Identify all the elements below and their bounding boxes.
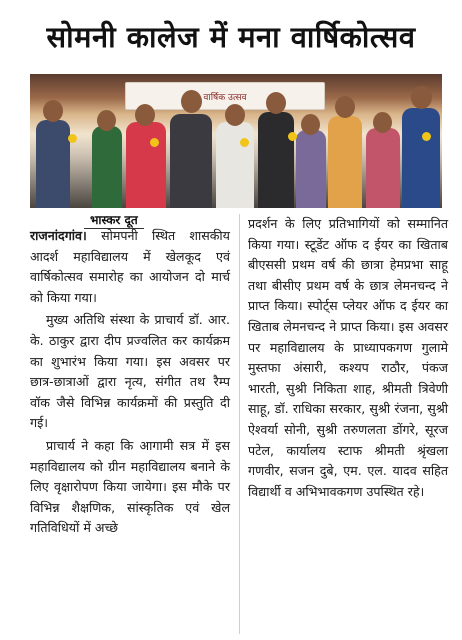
person-head: [43, 100, 63, 122]
person-figure: [126, 122, 166, 208]
person-head: [97, 110, 116, 131]
event-photo: [30, 74, 442, 208]
column-divider: [239, 214, 240, 634]
event-banner: [125, 82, 325, 110]
person-figure: [402, 108, 440, 208]
person-figure: [258, 112, 294, 208]
person-figure: [36, 120, 70, 208]
article-paragraph: [30, 226, 230, 308]
person-head: [135, 104, 155, 126]
headline: सोमनी कालेज में मना वार्षिकोत्सव: [46, 19, 416, 54]
person-head: [225, 104, 245, 126]
article-column-left: [30, 226, 230, 539]
dateline-place: राजनांदगांव।: [30, 228, 87, 243]
person-head: [373, 112, 392, 133]
person-figure: [170, 114, 212, 208]
person-figure: [328, 116, 362, 208]
article-paragraph: प्राचार्य ने कहा कि आगामी सत्र में इस महाविद्यालय को ग्रीन महाविद्यालय बनाने के लिए वृक्षारोपण किया जायेगा। इस मौके पर विभिन्न शैक्षणिक, सांस्कृतिक एवं खेल गतिविधियों में अच्छे: [30, 437, 230, 536]
person-head: [411, 86, 432, 109]
person-figure: [366, 128, 400, 208]
article-column-right: [248, 214, 448, 502]
banner-text: वार्षिक उत्सव: [203, 92, 247, 103]
article-paragraph: प्रदर्शन के लिए प्रतिभागियों को सम्मानित किया गया। स्टूडेंट ऑफ द ईयर का खिताब बीएससी प्रथम वर्ष की छात्रा हेमप्रभा साहू तथा बीसीए प्रथम वर्ष के छात्र लेमनचन्द ने प्राप्त किया। स्पोर्ट्स प्लेयर ऑफ द ईयर का खिताब लेमनचन्द ने प्राप्त किया। इस अवसर पर महाविद्यालय के प्राध्यापकगण गुलामे मुस्तफा अंसारी, कश्यप राठौर, पंकज भारती, सुश्री निकिता शाह, श्रीमती त्रिवेणी साहू, डॉ. राधिका सरकार, सुश्री रंजना, सुश्री ऐश्वर्या सोनी, सुश्री तरुणलता डोंगरे, सूरज पटेल, कार्यालय स्टाफ श्रीमती श्रृंखला गणवीर, सजन दुबे, एम. एल. यादव सहित विद्यार्थी व अभिभावकगण उपस्थित रहे।: [248, 216, 448, 499]
medal-icon: [240, 138, 249, 147]
byline: भास्कर दूत: [84, 211, 144, 229]
medal-icon: [288, 132, 297, 141]
medal-icon: [422, 132, 431, 141]
medal-icon: [68, 134, 77, 143]
article-paragraph: मुख्य अतिथि संस्था के प्राचार्य डॉ. आर. के. ठाकुर द्वारा दीप प्रज्वलित कर कार्यक्रम का शुभारंभ किया गया। इस अवसर पर छात्र-छात्राओं द्वारा नृत्य, संगीत तथ रैम्प वॉक जैसे विभिन्न कार्यक्रमों की प्रस्तुति दी गई।: [30, 312, 230, 431]
paragraph-text: सोमपनी स्थित शासकीय आदर्श महाविद्यालय में खेलकूद एवं वार्षिकोत्सव समारोह का आयोजन दो मार्च को किया गया।: [30, 228, 230, 305]
person-head: [266, 92, 286, 114]
person-figure: [92, 126, 122, 208]
person-head: [335, 96, 355, 118]
person-head: [301, 114, 320, 135]
person-head: [181, 90, 202, 113]
medal-icon: [150, 138, 159, 147]
person-figure: [216, 122, 254, 208]
person-figure: [296, 130, 326, 208]
